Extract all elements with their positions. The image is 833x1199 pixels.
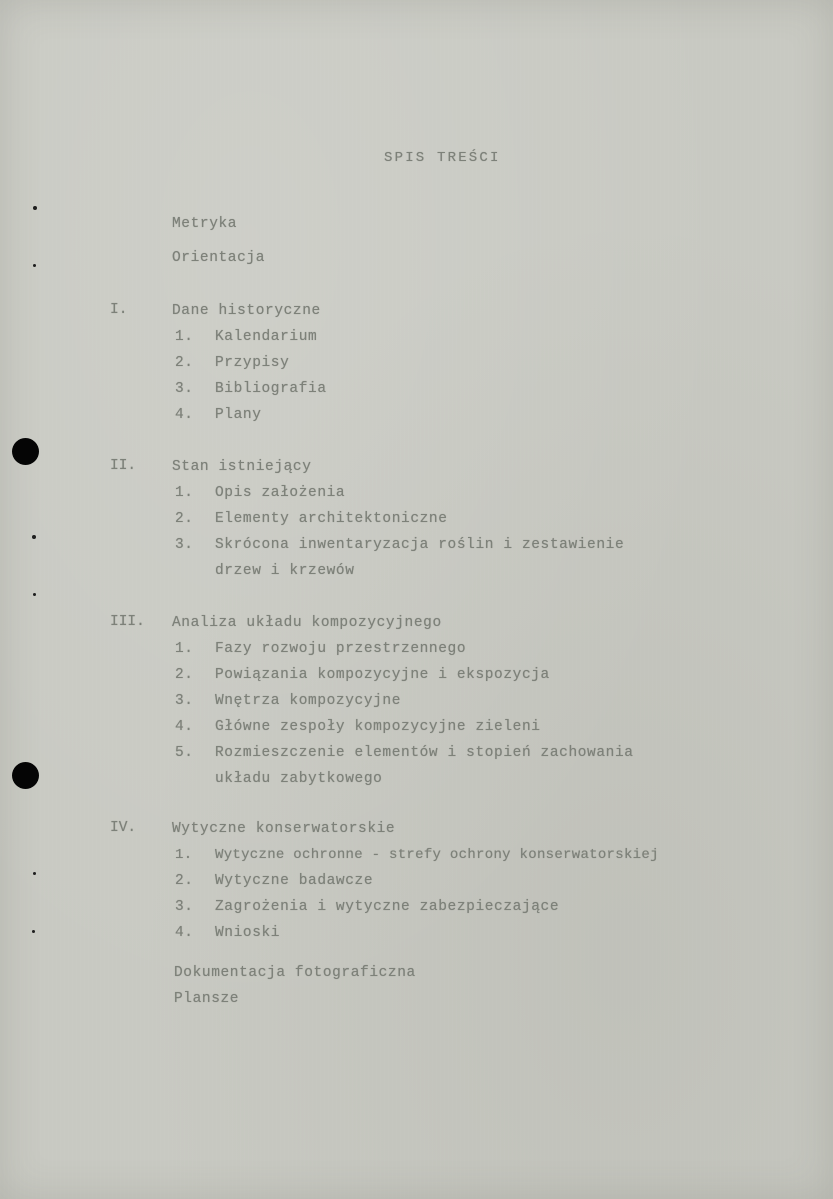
toc-item [175, 692, 401, 710]
toc-item-number: 2. [175, 873, 194, 889]
toc-item-text: Wytyczne badawcze [215, 873, 374, 889]
toc-item [175, 484, 345, 502]
margin-speck [32, 535, 36, 539]
toc-item-number: 2. [175, 511, 194, 527]
toc-item-text: Opis założenia [215, 485, 346, 501]
punch-hole-lower [12, 762, 39, 789]
toc-item-number: 3. [175, 899, 194, 915]
toc-item [175, 380, 327, 398]
toc-item-number: 4. [175, 719, 194, 735]
toc-item-number: 1. [175, 641, 194, 657]
toc-item [175, 666, 550, 684]
punch-hole-upper [12, 438, 39, 465]
section-numeral: II. [110, 458, 137, 474]
margin-speck [33, 206, 37, 210]
toc-item-text: Przypisy [215, 355, 290, 371]
toc-item-number: 1. [175, 847, 193, 863]
section-numeral: I. [110, 302, 128, 318]
toc-item-text: Bibliografia [215, 381, 327, 397]
toc-item [175, 924, 280, 942]
toc-item-continuation: drzew i krzewów [215, 563, 355, 579]
toc-item [175, 846, 659, 864]
toc-item-number: 4. [175, 925, 194, 941]
toc-item-text: Wnioski [215, 925, 281, 941]
toc-item [175, 354, 289, 372]
margin-speck [32, 930, 35, 933]
toc-item-text: Powiązania kompozycyjne i ekspozycja [215, 667, 550, 683]
margin-speck [33, 264, 36, 267]
toc-item [175, 898, 559, 916]
section-numeral: III. [110, 614, 145, 630]
toc-item-text: Wnętrza kompozycyjne [215, 693, 402, 709]
toc-item [175, 406, 262, 424]
toc-item-number: 1. [175, 485, 194, 501]
toc-item-text: Kalendarium [215, 329, 318, 345]
toc-item-text: Wytyczne ochronne - strefy ochrony konserwatorskiej [215, 847, 659, 863]
toc-entry-metryka: Metryka [172, 216, 238, 232]
section-numeral: IV. [110, 820, 137, 836]
toc-item [175, 718, 541, 736]
page-title: SPIS TREŚCI [384, 150, 501, 166]
toc-item-text: Rozmieszczenie elementów i stopień zachowania [215, 745, 634, 761]
toc-item-text: Elementy architektoniczne [215, 511, 448, 527]
toc-item-text: Skrócona inwentaryzacja roślin i zestawienie [215, 537, 625, 553]
margin-speck [33, 872, 36, 875]
toc-item-text: Zagrożenia i wytyczne zabezpieczające [215, 899, 560, 915]
section-heading: Wytyczne konserwatorskie [172, 821, 396, 837]
toc-item-text: Plany [215, 407, 262, 423]
toc-item [175, 744, 634, 762]
toc-item-number: 1. [175, 329, 194, 345]
toc-item [175, 536, 624, 554]
toc-item-continuation: układu zabytkowego [215, 771, 383, 787]
toc-item-number: 2. [175, 355, 194, 371]
toc-item-number: 5. [175, 745, 194, 761]
toc-item-number: 3. [175, 537, 194, 553]
section-heading: Analiza układu kompozycyjnego [172, 615, 442, 631]
toc-item [175, 510, 448, 528]
toc-item-text: Fazy rozwoju przestrzennego [215, 641, 467, 657]
toc-item-number: 3. [175, 693, 194, 709]
toc-item-number: 2. [175, 667, 194, 683]
section-heading: Dane historyczne [172, 303, 321, 319]
toc-entry-plansze: Plansze [174, 991, 240, 1007]
toc-entry-orientacja: Orientacja [172, 250, 266, 266]
section-heading: Stan istniejący [172, 459, 312, 475]
margin-speck [33, 593, 36, 596]
toc-item-number: 4. [175, 407, 194, 423]
toc-item-text: Główne zespoły kompozycyjne zieleni [215, 719, 541, 735]
toc-item-number: 3. [175, 381, 194, 397]
toc-item [175, 328, 317, 346]
toc-item [175, 872, 373, 890]
toc-item [175, 640, 466, 658]
toc-entry-dokumentacja-fotograficzna: Dokumentacja fotograficzna [174, 965, 416, 981]
